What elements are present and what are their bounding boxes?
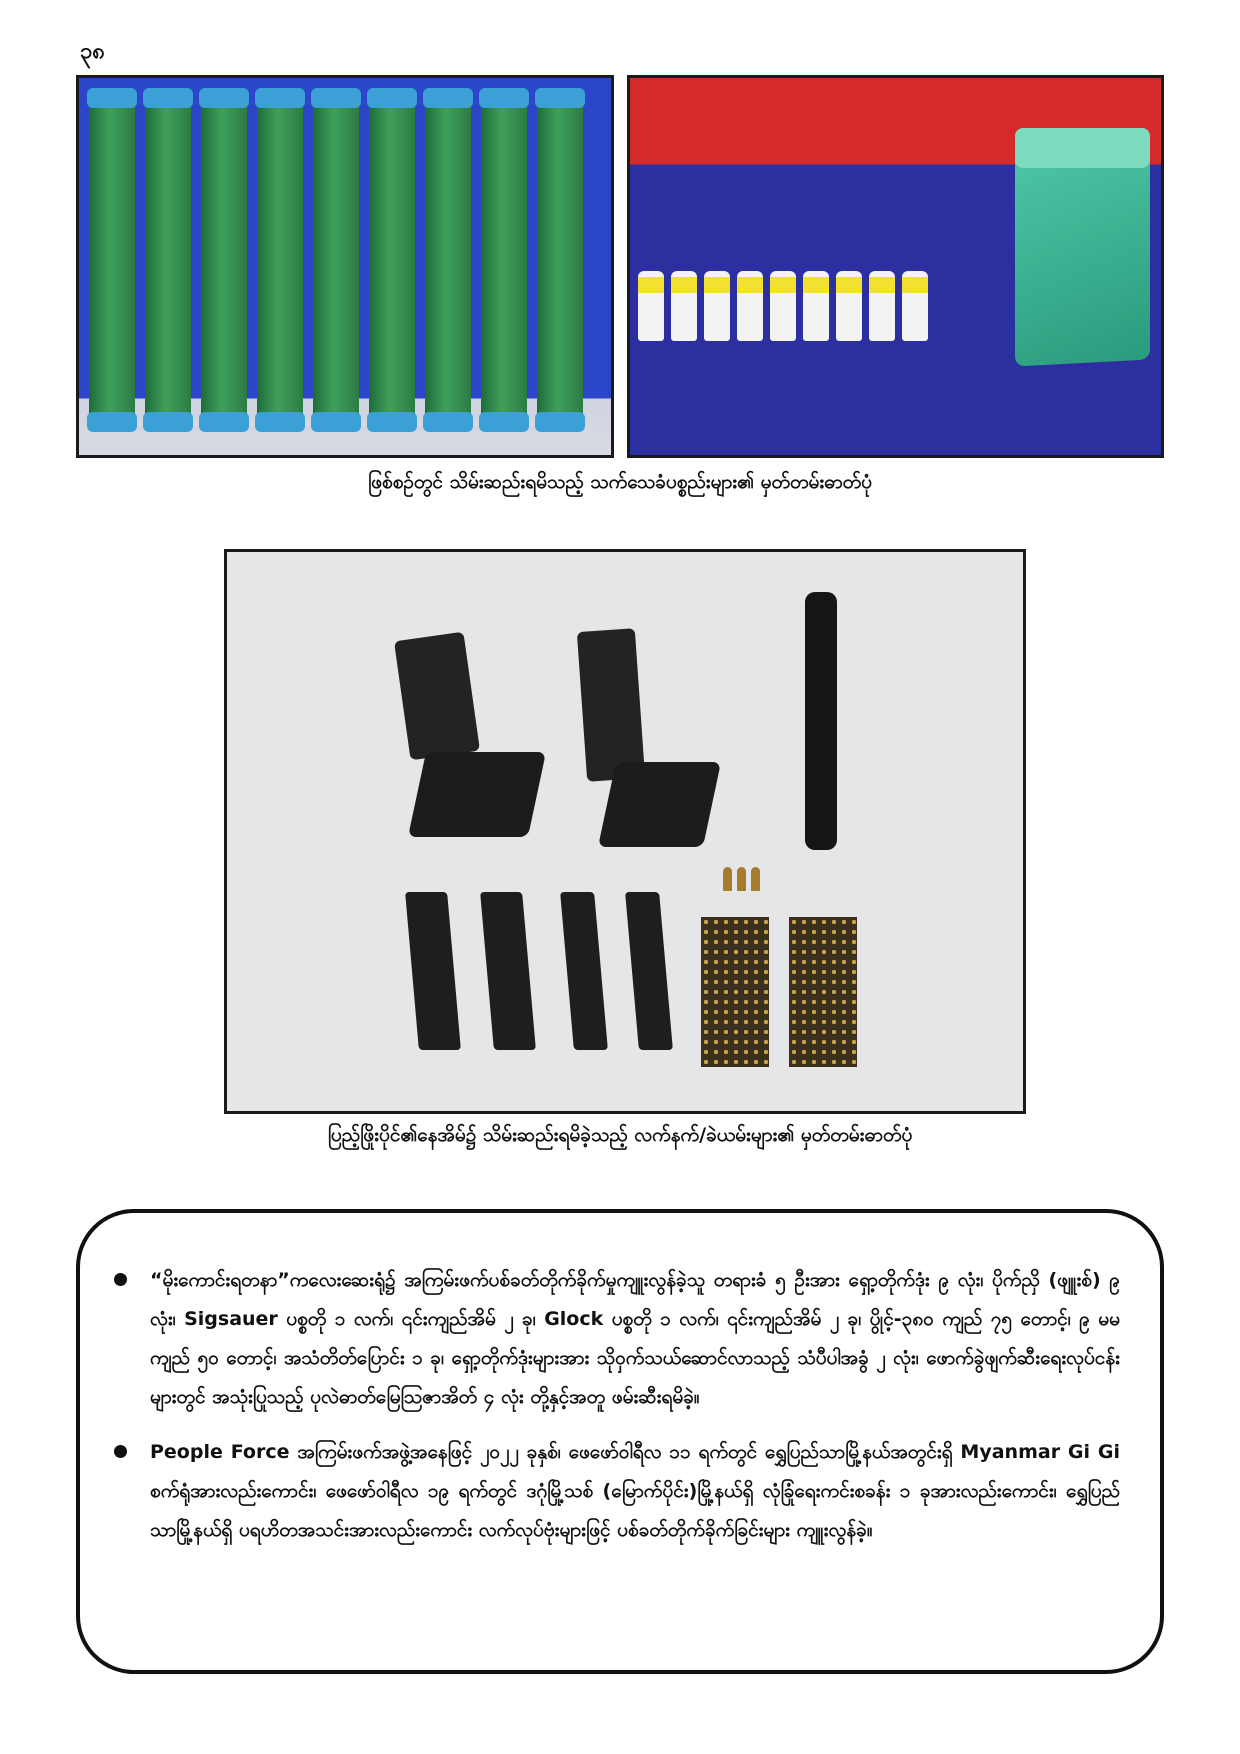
pipe-bomb <box>537 90 583 430</box>
detonator-tube <box>869 271 895 341</box>
detonator-tube <box>638 271 664 341</box>
detonators-photo <box>627 75 1164 458</box>
pipe-bombs-photo <box>76 75 614 458</box>
detonator-tube <box>671 271 697 341</box>
weapons-photo <box>224 549 1026 1114</box>
pipe-bomb <box>369 90 415 430</box>
pipe-bomb <box>89 90 135 430</box>
magazine <box>625 892 673 1050</box>
cool-box-lid <box>1015 128 1150 168</box>
detonator-tube <box>902 271 928 341</box>
cartridge <box>723 867 732 891</box>
magazine <box>560 892 608 1050</box>
cartridge <box>737 867 746 891</box>
bullet-list <box>110 1261 1120 1566</box>
pistol-glock-slide <box>577 628 645 782</box>
ammo-tray <box>701 917 769 1067</box>
silencer <box>805 592 837 850</box>
pistol-sigsauer-grip <box>408 752 546 837</box>
bullet-text: “မိုးကောင်းရတနာ”ကလေးဆေးရုံ၌ အကြမ်းဖက်ပစ်ခတ်တိုက်ခိုက်မှုကျူးလွန်ခဲ့သူ တရားခံ ၅ ဦးအား ရှော့တိုက်ဒုံး ၉ လုံး၊ ပိုက်ညှိ (ဖျူးစ်) ၉ လုံး၊ Sigsauer ပစ္စတို ၁ လက်၊ ၎င်းကျည်အိမ် ၂ ခု၊ Glock ပစ္စတို ၁ လက်၊ ၎င်းကျည်အိမ် ၂ ခု၊ ပွိုင့်-၃၈၀ ကျည် ၇၅ တောင့်၊ ၉ မမ ကျည် ၅၀ တောင့်၊ အသံတိတ်ပြောင်း ၁ ခု၊ ရှော့တိုက်ဒုံးများအား သိုဝှက်သယ်ဆောင်လာသည့် သံပီပါအခွံ ၂ လုံး၊ ဖောက်ခွဲဖျက်ဆီးရေးလုပ်ငန်းများတွင် အသုံးပြုသည့် ပုလဲဓာတ်မြေသြဇာအိတ် ၄ လုံး တို့နှင့်အတူ ဖမ်းဆီးရမိခဲ့။ <box>150 1269 1120 1408</box>
pipe-bomb <box>145 90 191 430</box>
bullet-dot <box>114 1273 127 1286</box>
detonator-tube <box>803 271 829 341</box>
cartridge <box>751 867 760 891</box>
summary-box <box>76 1209 1164 1674</box>
magazine <box>405 892 461 1050</box>
pistol-sigsauer-slide <box>394 632 480 761</box>
bullet-dot <box>114 1445 127 1458</box>
pipe-bomb <box>257 90 303 430</box>
pipe-bomb <box>481 90 527 430</box>
detonator-tube <box>770 271 796 341</box>
ammo-tray <box>789 917 857 1067</box>
detonator-tube <box>737 271 763 341</box>
pistol-glock-grip <box>598 762 721 847</box>
caption-middle: ပြည့်ဖြိုးပိုင်၏နေအိမ်၌ သိမ်းဆည်းရမိခဲ့သည့် လက်နက်/ခဲယမ်းများ၏ မှတ်တမ်းဓာတ်ပုံ <box>327 1124 913 1146</box>
list-item <box>110 1433 1120 1550</box>
pipe-bomb <box>313 90 359 430</box>
detonator-tube <box>836 271 862 341</box>
magazine <box>480 892 536 1050</box>
bullet-text: People Force အကြမ်းဖက်အဖွဲ့အနေဖြင့် ၂၀၂၂ ခုနှစ်၊ ဖေဖော်ဝါရီလ ၁၁ ရက်တွင် ရွှေပြည်သာမြို့နယ်အတွင်းရှိ Myanmar Gi Gi စက်ရုံအားလည်းကောင်း၊ ဖေဖော်ဝါရီလ ၁၉ ရက်တွင် ဒဂုံမြို့သစ် (မြောက်ပိုင်း)မြို့နယ်ရှိ လုံခြုံရေးကင်းစခန်း ၁ ခုအားလည်းကောင်း၊ ရွှေပြည်သာမြို့နယ်ရှိ ပရဟိတအသင်းအားလည်းကောင်း လက်လုပ်ဗုံးများဖြင့် ပစ်ခတ်တိုက်ခိုက်ခြင်းများ ကျူးလွန်ခဲ့။ <box>150 1441 1120 1541</box>
detonator-tube <box>704 271 730 341</box>
list-item <box>110 1261 1120 1417</box>
pipe-bomb <box>201 90 247 430</box>
page-number: ၃၈ <box>80 39 105 64</box>
caption-top: ဖြစ်စဉ်တွင် သိမ်းဆည်းရမိသည့် သက်သေခံပစ္စည်းများ၏ မှတ်တမ်းဓာတ်ပုံ <box>367 471 873 493</box>
pipe-bomb <box>425 90 471 430</box>
